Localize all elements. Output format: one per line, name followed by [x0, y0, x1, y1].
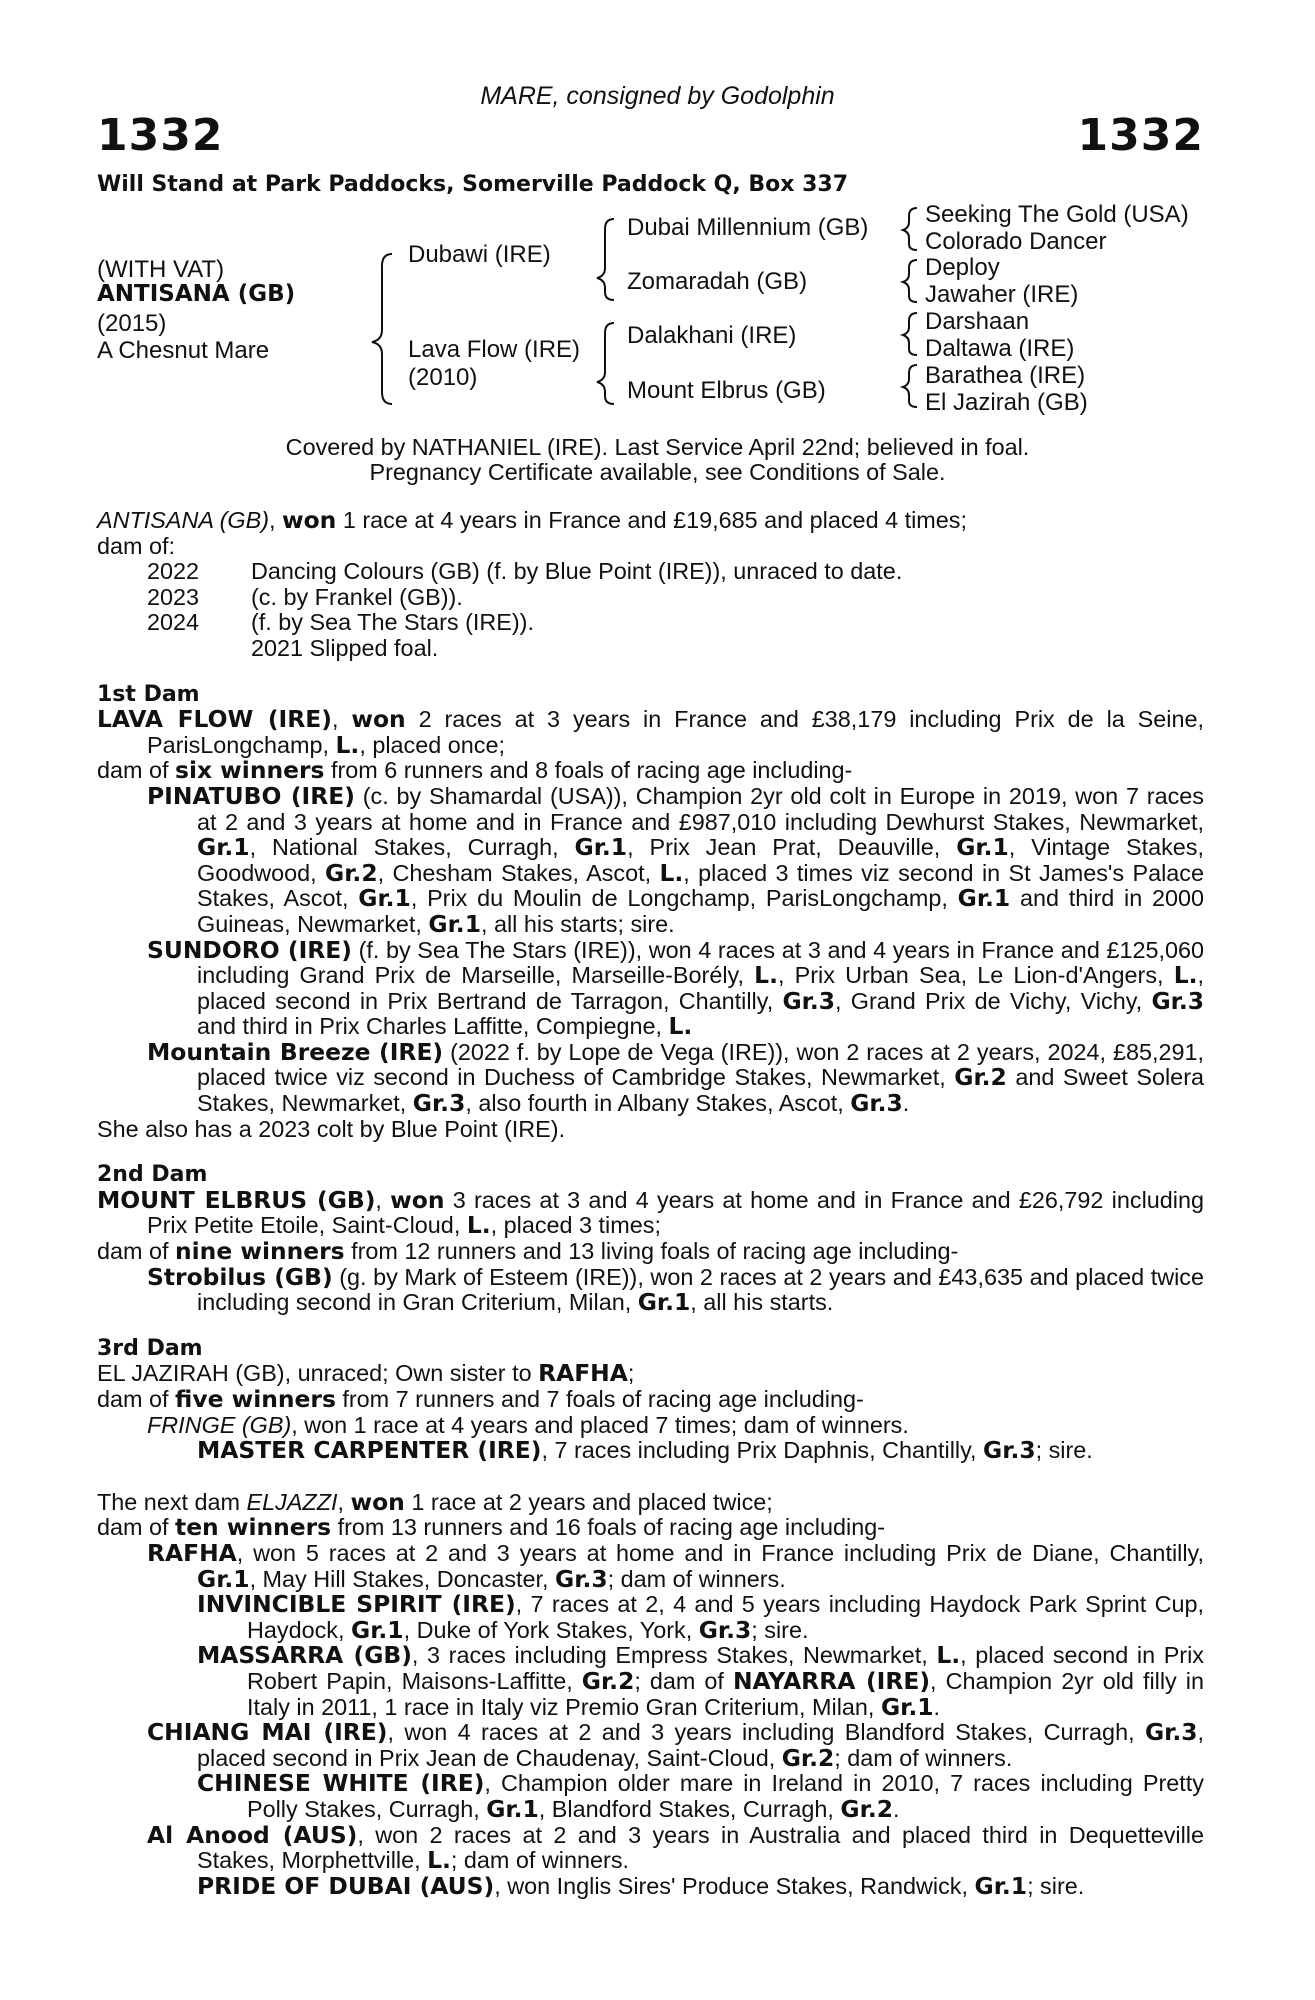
progeny-chiang-mai: [97, 1720, 1204, 1771]
ped-sdd: Jawaher (IRE): [925, 281, 1079, 308]
record-text: and third in 2000 Guineas, Newmarket,: [197, 885, 1205, 937]
record-text: (c. by Shamardal (USA)), Champion 2yr old colt in Europe in 2019, won 7 races at 2 and 3 years at home and in France and £987,010 including Dewhurst Stakes, Newmarket,: [197, 782, 1204, 835]
won-label: won: [351, 705, 406, 734]
first-dam-produce: [97, 758, 1204, 784]
record-text: ; sire.: [751, 1616, 809, 1643]
ped-dam-year: (2010): [408, 364, 478, 391]
record-text: (f. by Sea The Stars (IRE)), won 4 races at 3 and 4 years in France and £125,060 including Grand Prix de Marseille, Marseille-Borély,: [197, 936, 1205, 989]
grade-badge: Gr.3: [850, 1089, 903, 1118]
record-text: The next dam: [97, 1488, 247, 1515]
grade-badge: Gr.3: [698, 1615, 752, 1644]
record-text: , placed second in Prix Jean de Chaudenay, Saint-Cloud,: [197, 1719, 1204, 1771]
foal-year: 2024: [147, 609, 200, 636]
record-text: ; dam of winners.: [607, 1565, 786, 1592]
progeny-name: MASTER CARPENTER (IRE): [197, 1436, 542, 1465]
grade-badge: Gr.2: [954, 1063, 1007, 1092]
grade-badge: Gr.1: [974, 1871, 1028, 1900]
horse-description: A Chesnut Mare: [97, 337, 270, 364]
grade-badge: Gr.1: [486, 1794, 539, 1823]
record-text: , 7 races at 2, 4 and 5 years including Haydock Park Sprint Cup, Haydock,: [247, 1591, 1204, 1643]
progeny-master-carpenter: [97, 1438, 1204, 1464]
record-text: .: [902, 1090, 910, 1117]
bracket-sd: [903, 260, 917, 302]
grade-badge: Gr.3: [1151, 986, 1205, 1015]
grade-badge: Gr.1: [197, 1564, 250, 1593]
progeny-sundoro: [97, 935, 1205, 1041]
grade-badge: Gr.1: [351, 1615, 404, 1644]
bracket-sire: [597, 219, 614, 300]
progeny-rafha: [97, 1538, 1204, 1593]
record-text: , won 4 races at 2 and 3 years including Blandford Stakes, Curragh,: [387, 1719, 1145, 1746]
grade-badge: Gr.1: [197, 833, 250, 862]
record-text: , placed 3 times;: [490, 1212, 661, 1239]
record-text: , won Inglis Sires' Produce Stakes, Randwick,: [494, 1872, 975, 1899]
ped-ssd: Colorado Dancer: [925, 228, 1107, 255]
bracket-dam: [597, 323, 614, 404]
record-text: dam of: [97, 1238, 176, 1265]
progeny-chinese-white: [97, 1771, 1204, 1822]
grade-badge: L.: [936, 1641, 961, 1670]
record-text: , Duke of York Stakes, York,: [403, 1616, 699, 1643]
bracket-ss: [903, 208, 917, 250]
winners-count: nine winners: [175, 1237, 345, 1266]
foal-year: [97, 636, 251, 662]
record-text: , Prix du Moulin de Longchamp, ParisLongchamp,: [410, 885, 958, 912]
progeny-name: PINATUBO (IRE): [147, 781, 355, 810]
second-dam-record: MOUNT ELBRUS (GB), won 3 races at 3 and 4 years at home and in France and £26,792 including Prix Petite Etoile, Saint-Cloud, L., placed 3 times;: [97, 1185, 1204, 1240]
progeny-name: NAYARRA (IRE): [732, 1666, 931, 1695]
progeny-pinatubo: [97, 781, 1205, 938]
lot-number-right: 1332: [1077, 110, 1204, 161]
grade-badge: Gr.1: [637, 1288, 691, 1317]
ped-dam-dam: Mount Elbrus (GB): [627, 377, 826, 404]
record-text: (2022 f. by Lope de Vega (IRE)), won 2 races at 2 years, 2024, £85,291, placed twice viz second in Duchess of Cambridge Stakes, Newmarket,: [197, 1038, 1205, 1091]
ped-dss: Darshaan: [925, 308, 1030, 335]
bracket-ds: [903, 313, 917, 355]
progeny-name: INVINCIBLE SPIRIT (IRE): [197, 1590, 516, 1619]
ped-dam-sire: Dalakhani (IRE): [627, 322, 797, 349]
ped-ddd: El Jazirah (GB): [925, 389, 1088, 416]
next-dam-produce: [97, 1515, 1204, 1541]
intro-text: 1 race at 4 years in France and £19,685 and placed 4 times;: [336, 507, 967, 533]
record-text: , Grand Prix de Vichy, Vichy,: [835, 987, 1152, 1014]
record-text: , all his starts.: [690, 1289, 834, 1316]
progeny-name: RAFHA: [147, 1538, 237, 1567]
record-text: ; dam of winners.: [834, 1744, 1013, 1771]
intro-dam-of: dam of:: [97, 532, 176, 559]
bracket-main: [372, 254, 392, 404]
grade-badge: L.: [427, 1846, 451, 1875]
progeny-strobilus: [97, 1262, 1204, 1317]
progeny-name: CHIANG MAI (IRE): [147, 1718, 388, 1747]
foal-year: 2023: [147, 583, 200, 610]
foal-row: [97, 636, 1204, 662]
grade-badge: Gr.3: [555, 1564, 608, 1593]
winners-count: ten winners: [175, 1513, 332, 1542]
next-dam-name: ELJAZZI: [246, 1488, 338, 1515]
record-text: ;: [627, 1360, 635, 1387]
progeny-name: Strobilus (GB): [147, 1262, 333, 1291]
record-text: ,: [337, 1488, 351, 1515]
record-text: , also fourth in Albany Stakes, Ascot,: [465, 1090, 851, 1117]
record-text: , won 5 races at 2 and 3 years at home and in France including Prix de Diane, Chantilly,: [236, 1539, 1204, 1566]
catalogue-body: [97, 508, 1204, 1899]
record-text: (g. by Mark of Esteem (IRE)), won 2 races at 2 years and £43,635 and placed twice including second in Gran Criterium, Milan,: [197, 1263, 1204, 1316]
record-text: dam of: [97, 1514, 176, 1541]
record-text: , 3 races including Empress Stakes, Newmarket,: [411, 1642, 937, 1669]
progeny-name: CHINESE WHITE (IRE): [197, 1769, 485, 1798]
first-dam-name: LAVA FLOW (IRE): [97, 705, 332, 734]
ped-sss: Seeking The Gold (USA): [925, 201, 1189, 228]
record-text: , placed second in Prix Bertrand de Tarragon, Chantilly,: [197, 962, 1204, 1014]
third-dam-record: [97, 1361, 1204, 1387]
vat-note: (WITH VAT): [97, 256, 225, 283]
record-text: , May Hill Stakes, Doncaster,: [249, 1565, 556, 1592]
record-text: , National Stakes, Curragh,: [249, 834, 575, 861]
grade-badge: Gr.1: [880, 1692, 934, 1721]
covered-line-1: Covered by NATHANIEL (IRE). Last Service April 22nd; believed in foal.: [285, 434, 1030, 460]
record-text: from 13 runners and 16 foals of racing age including-: [331, 1514, 886, 1541]
record-text: , Champion older mare in Ireland in 2010, 7 races including Pretty Polly Stakes, Curragh,: [247, 1770, 1204, 1822]
intro-horse-name: ANTISANA (GB): [97, 507, 269, 533]
second-dam-heading: 2nd Dam: [97, 1162, 208, 1188]
record-text: , 7 races including Prix Daphnis, Chantilly,: [541, 1437, 984, 1464]
progeny-name: Mountain Breeze (IRE): [147, 1037, 444, 1066]
record-text: , Blandford Stakes, Curragh,: [538, 1795, 841, 1822]
record-text: 3 races at 3 and 4 years at home and in France and £26,792 including Prix Petite Etoile, Saint-Cloud,: [147, 1186, 1204, 1239]
grade-badge: L.: [754, 961, 778, 990]
first-dam-also: She also has a 2023 colt by Blue Point (IRE).: [97, 1115, 566, 1142]
ped-sire-sire: Dubai Millennium (GB): [627, 214, 869, 241]
progeny-name: FRINGE (GB): [147, 1411, 292, 1438]
third-dam-produce: [97, 1387, 1204, 1413]
record-text: ; sire.: [1035, 1437, 1093, 1464]
record-text: from 12 runners and 13 living foals of racing age including-: [344, 1238, 959, 1265]
grade-badge: Gr.3: [412, 1089, 466, 1118]
record-text: dam of: [97, 757, 176, 784]
progeny-pride-of-dubai: [97, 1871, 1204, 1900]
record-text: from 7 runners and 7 foals of racing age including-: [335, 1386, 864, 1412]
sister-name: RAFHA: [538, 1359, 628, 1388]
record-text: .: [892, 1795, 900, 1822]
ped-sire-dam: Zomaradah (GB): [627, 268, 808, 295]
record-text: ; sire.: [1027, 1872, 1085, 1899]
ped-dds: Barathea (IRE): [925, 362, 1086, 389]
third-dam-heading: 3rd Dam: [97, 1335, 203, 1361]
stand-location: Will Stand at Park Paddocks, Somerville Paddock Q, Box 337: [97, 172, 849, 197]
record-text: , won 1 race at 4 years and placed 7 times; dam of winners.: [291, 1411, 909, 1438]
intro-line: ANTISANA (GB), won 1 race at 4 years in France and £19,685 and placed 4 times;: [97, 506, 967, 534]
covered-line-2: Pregnancy Certificate available, see Conditions of Sale.: [369, 459, 946, 485]
record-text: ; dam of: [634, 1667, 733, 1694]
grade-badge: Gr.1: [957, 884, 1011, 913]
foal-row: [97, 585, 1204, 611]
ped-dsd: Daltawa (IRE): [925, 335, 1075, 362]
grade-badge: Gr.2: [325, 858, 378, 887]
foal-row: [97, 559, 1204, 585]
winners-count: six winners: [175, 756, 325, 785]
grade-badge: L.: [659, 858, 684, 887]
lot-number-left: 1332: [97, 110, 224, 161]
grade-badge: L.: [668, 1012, 693, 1041]
winners-count: five winners: [175, 1385, 336, 1413]
foal-text: (c. by Frankel (GB)).: [251, 583, 463, 610]
record-text: ; dam of winners.: [450, 1847, 630, 1874]
record-text: , Champion 2yr old filly in Italy in 2011, 1 race in Italy viz Premio Gran Criterium, Milan,: [247, 1667, 1204, 1720]
foal-text: 2021 Slipped foal.: [251, 634, 439, 661]
record-text: , placed second in Prix Robert Papin, Maisons-Laffitte,: [247, 1642, 1204, 1694]
grade-badge: Gr.2: [581, 1666, 635, 1695]
record-text: and third in Prix Charles Laffitte, Compiegne,: [197, 1013, 669, 1040]
record-text: , won 2 races at 2 and 3 years in Australia and placed third in Dequetteville Stakes, Morphettville,: [197, 1821, 1204, 1874]
grade-badge: Gr.1: [574, 833, 628, 862]
horse-name: ANTISANA (GB): [97, 281, 296, 307]
grade-badge: Gr.2: [781, 1743, 835, 1772]
won-label: won: [350, 1487, 405, 1516]
progeny-mountain-breeze: [97, 1037, 1205, 1118]
foal-text: (f. by Sea The Stars (IRE)).: [251, 609, 534, 636]
progeny-name: MASSARRA (GB): [197, 1641, 412, 1670]
record-text: and Sweet Solera Stakes, Newmarket,: [197, 1064, 1204, 1117]
record-text: dam of: [97, 1386, 176, 1412]
record-text: .: [933, 1693, 940, 1720]
won-label: won: [390, 1185, 445, 1214]
ped-sire: Dubawi (IRE): [408, 241, 551, 268]
ped-sds: Deploy: [925, 254, 1000, 281]
second-dam-name: MOUNT ELBRUS (GB): [97, 1185, 376, 1214]
progeny-massarra: [97, 1643, 1204, 1720]
grade-badge: Gr.3: [1144, 1718, 1198, 1747]
record-text: , placed once;: [359, 731, 505, 758]
progeny-name: Al Anood (AUS): [147, 1820, 358, 1849]
ped-dam: Lava Flow (IRE): [408, 336, 581, 363]
progeny-invincible-spirit: [97, 1592, 1204, 1643]
grade-badge: Gr.1: [358, 884, 411, 913]
first-dam-heading: 1st Dam: [97, 681, 200, 707]
spacer: [97, 1464, 1204, 1490]
record-text: , Chesham Stakes, Ascot,: [377, 859, 660, 886]
grade-badge: Gr.3: [983, 1436, 1036, 1465]
grade-badge: Gr.1: [956, 833, 1009, 862]
horse-year: (2015): [97, 310, 167, 337]
foal-row: [97, 610, 1204, 636]
progeny-fringe: [97, 1413, 1204, 1439]
progeny-name: SUNDORO (IRE): [147, 935, 352, 964]
grade-badge: L.: [335, 730, 360, 759]
consignor-subtitle: MARE, consigned by Godolphin: [480, 82, 835, 110]
record-text: 1 race at 2 years and placed twice;: [404, 1488, 773, 1515]
grade-badge: Gr.2: [840, 1794, 893, 1823]
won-label: won: [281, 506, 337, 534]
record-text: , Prix Urban Sea, Le Lion-d'Angers,: [777, 962, 1174, 989]
foal-text: Dancing Colours (GB) (f. by Blue Point (IRE)), unraced to date.: [251, 558, 903, 585]
record-text: EL JAZIRAH (GB), unraced; Own sister to: [97, 1360, 539, 1387]
grade-badge: Gr.1: [428, 909, 481, 938]
progeny-name: PRIDE OF DUBAI (AUS): [197, 1871, 495, 1900]
record-text: , all his starts; sire.: [480, 910, 675, 937]
grade-badge: Gr.3: [782, 986, 836, 1015]
record-text: 2 races at 3 years in France and £38,179 including Prix de la Seine, ParisLongchamp,: [147, 706, 1205, 758]
next-dam-record: [97, 1487, 1204, 1516]
record-text: , Prix Jean Prat, Deauville,: [627, 834, 957, 861]
progeny-al-anood: [97, 1820, 1204, 1875]
first-dam-record: LAVA FLOW (IRE), won 2 races at 3 years in France and £38,179 including Prix de la Seine, ParisLongchamp, L., placed once;: [97, 705, 1205, 759]
bracket-dd: [903, 365, 917, 407]
record-text: , Vintage Stakes, Goodwood,: [197, 834, 1205, 886]
foal-year: 2022: [147, 558, 200, 585]
grade-badge: L.: [466, 1211, 491, 1240]
record-text: , placed 3 times viz second in St James's Palace Stakes, Ascot,: [197, 859, 1204, 912]
record-text: from 6 runners and 8 foals of racing age including-: [324, 757, 853, 784]
grade-badge: L.: [1173, 961, 1198, 990]
second-dam-produce: [97, 1239, 1204, 1265]
